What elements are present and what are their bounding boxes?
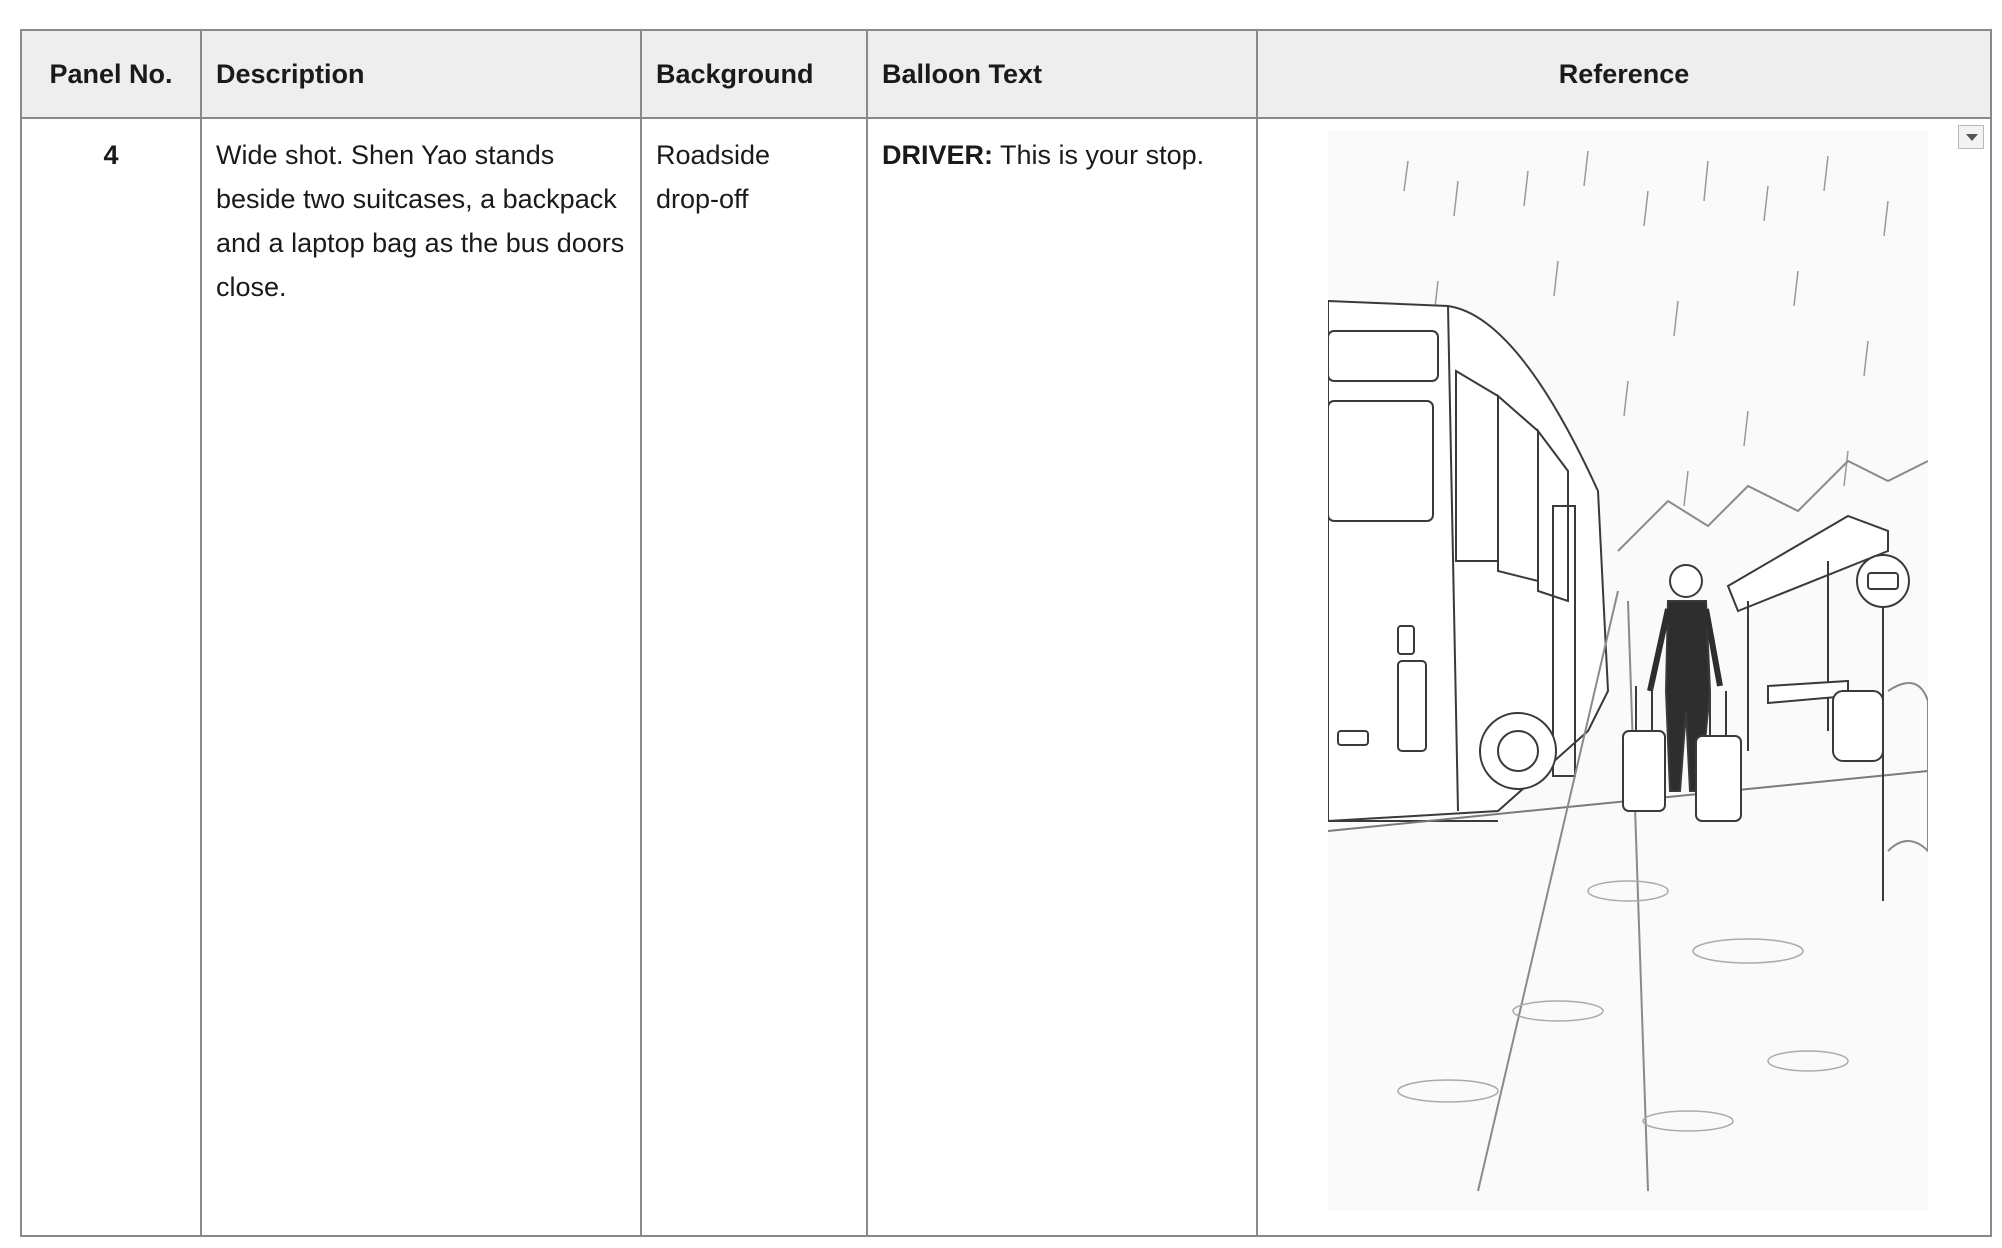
header-balloon-text: Balloon Text bbox=[867, 30, 1257, 118]
background-line-2: drop-off bbox=[656, 184, 749, 214]
description-cell: Wide shot. Shen Yao stands beside two suitcases, a backpack and a laptop bag as the bus doors close. bbox=[201, 118, 641, 1236]
balloon-line: This is your stop. bbox=[1000, 140, 1205, 170]
header-description: Description bbox=[201, 30, 641, 118]
background-cell bbox=[641, 118, 867, 1236]
chevron-down-icon[interactable] bbox=[1958, 125, 1984, 149]
reference-cell bbox=[1257, 118, 1991, 1236]
rainy-bus-stop-illustration-icon bbox=[1328, 131, 1928, 1211]
balloon-text-cell bbox=[867, 118, 1257, 1236]
header-reference: Reference bbox=[1257, 30, 1991, 118]
header-row bbox=[21, 30, 1991, 118]
header-background: Background bbox=[641, 30, 867, 118]
background-line-1: Roadside bbox=[656, 140, 771, 170]
table-row bbox=[21, 118, 1991, 1236]
panel-number-cell: 4 bbox=[21, 118, 201, 1236]
balloon-speaker: DRIVER: bbox=[882, 140, 994, 170]
header-panel-no: Panel No. bbox=[21, 30, 201, 118]
panel-script-table bbox=[20, 29, 1992, 1237]
